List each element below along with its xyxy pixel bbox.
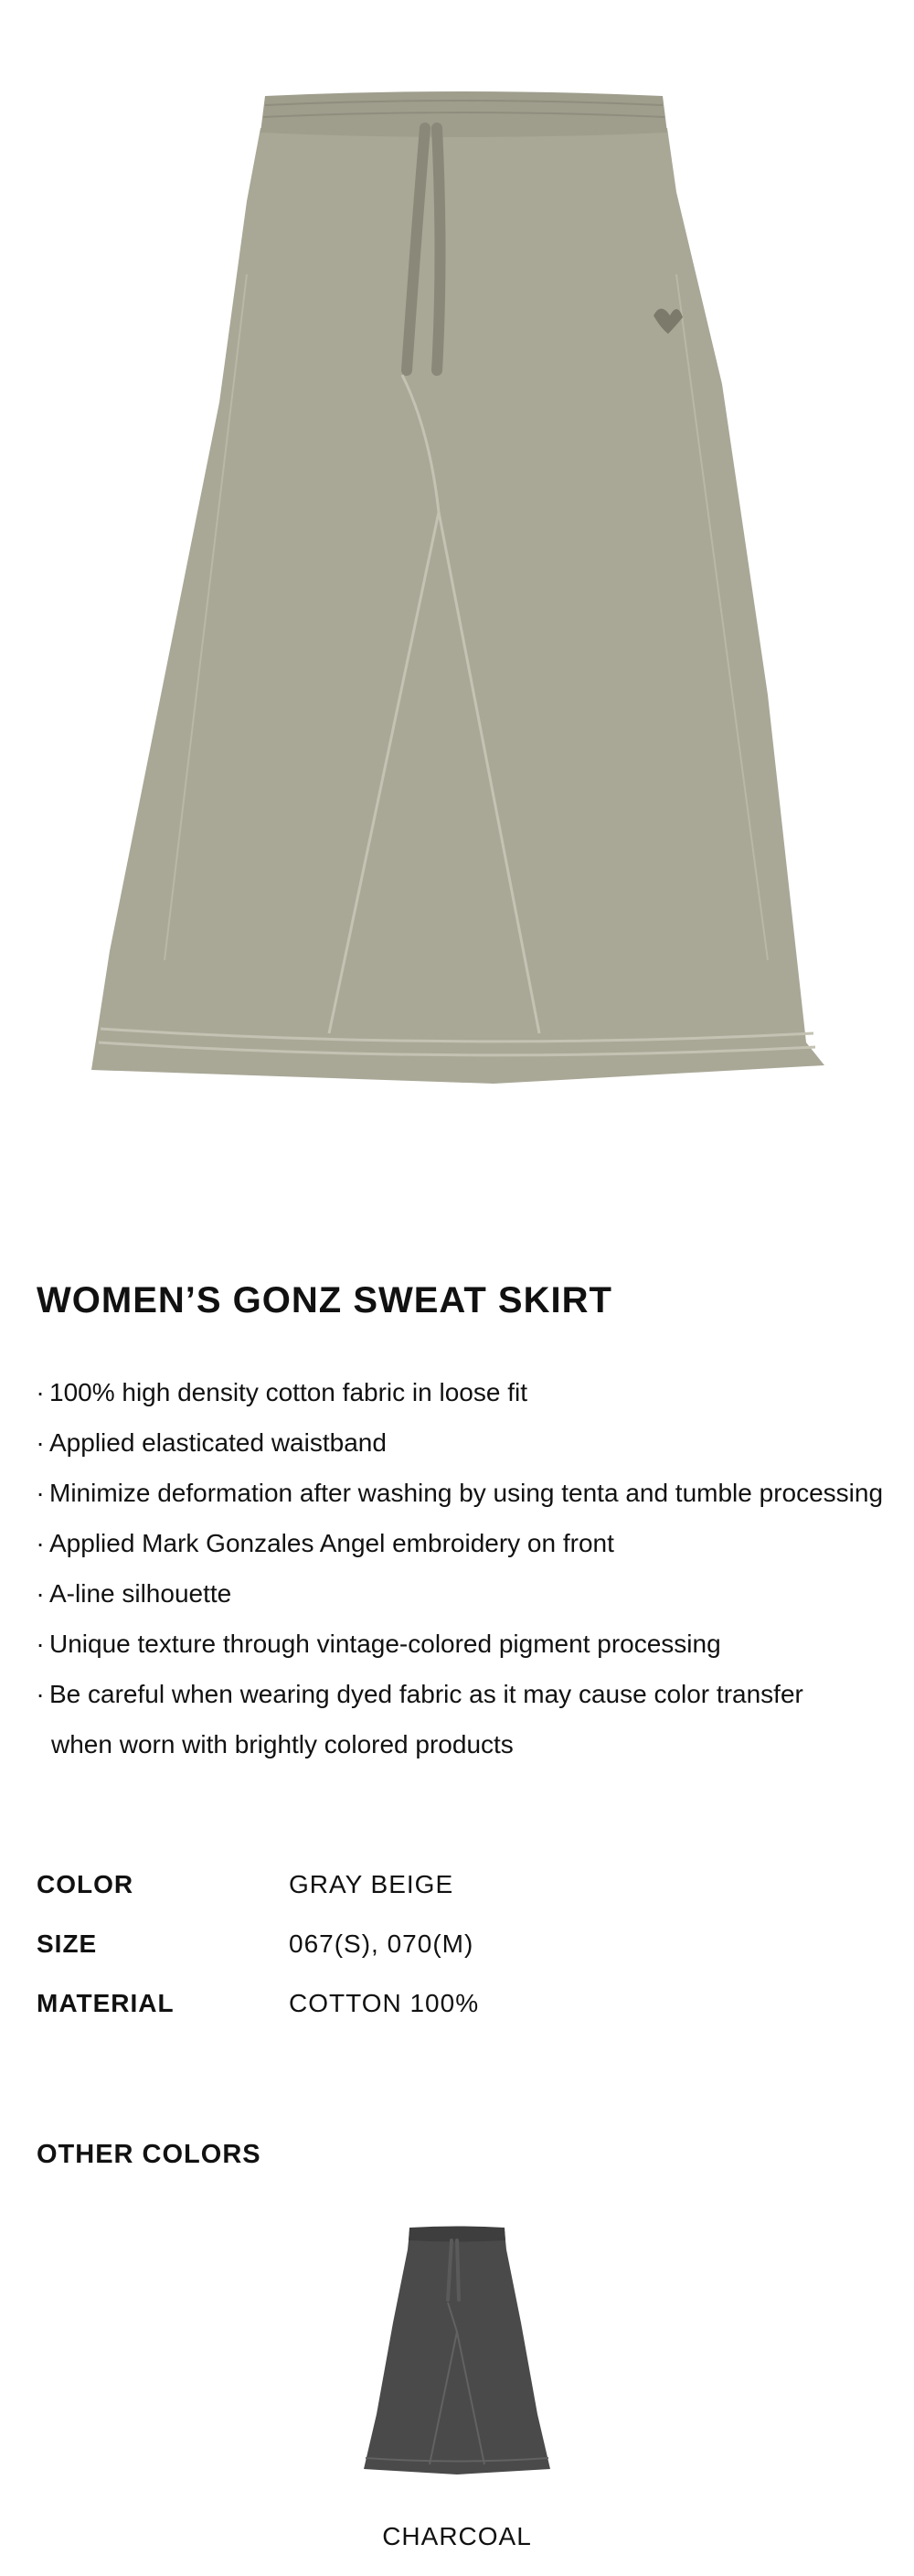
- spec-label: MATERIAL: [37, 1989, 175, 2017]
- spec-value: GRAY BEIGE: [289, 1870, 454, 1898]
- spec-value: 067(S), 070(M): [289, 1929, 474, 1958]
- other-color-label-charcoal[interactable]: CHARCOAL: [382, 2522, 532, 2550]
- spec-table: [37, 1870, 676, 2048]
- feature-item: · Applied elasticated waistband: [36, 1428, 387, 1457]
- feature-item: · A-line silhouette: [36, 1579, 232, 1608]
- drawstring-right: [437, 128, 441, 370]
- spec-label: COLOR: [37, 1870, 134, 1898]
- other-colors-heading: OTHER COLORS: [37, 2140, 261, 2169]
- other-color-swatch-charcoal[interactable]: [356, 2222, 558, 2487]
- spec-row-material: [37, 1989, 676, 2048]
- feature-item: · Unique texture through vintage-colored pigment processing: [36, 1630, 721, 1658]
- product-title: WOMEN’S GONZ SWEAT SKIRT: [37, 1280, 612, 1320]
- spec-value: COTTON 100%: [289, 1989, 480, 2017]
- spec-label: SIZE: [37, 1929, 98, 1958]
- feature-item: · 100% high density cotton fabric in loose fit: [36, 1378, 527, 1406]
- feature-item: · Minimize deformation after washing by using tenta and tumble processing: [36, 1479, 884, 1507]
- feature-item: · Applied Mark Gonzales Angel embroidery on front: [36, 1529, 614, 1557]
- feature-list: [31, 1367, 883, 1769]
- spec-row-color: [37, 1870, 676, 1929]
- feature-item: · Be careful when wearing dyed fabric as it may cause color transfer: [36, 1680, 803, 1708]
- product-image: [0, 0, 914, 1152]
- feature-item-continuation: when worn with brightly colored products: [51, 1730, 514, 1758]
- spec-row-size: [37, 1929, 676, 1989]
